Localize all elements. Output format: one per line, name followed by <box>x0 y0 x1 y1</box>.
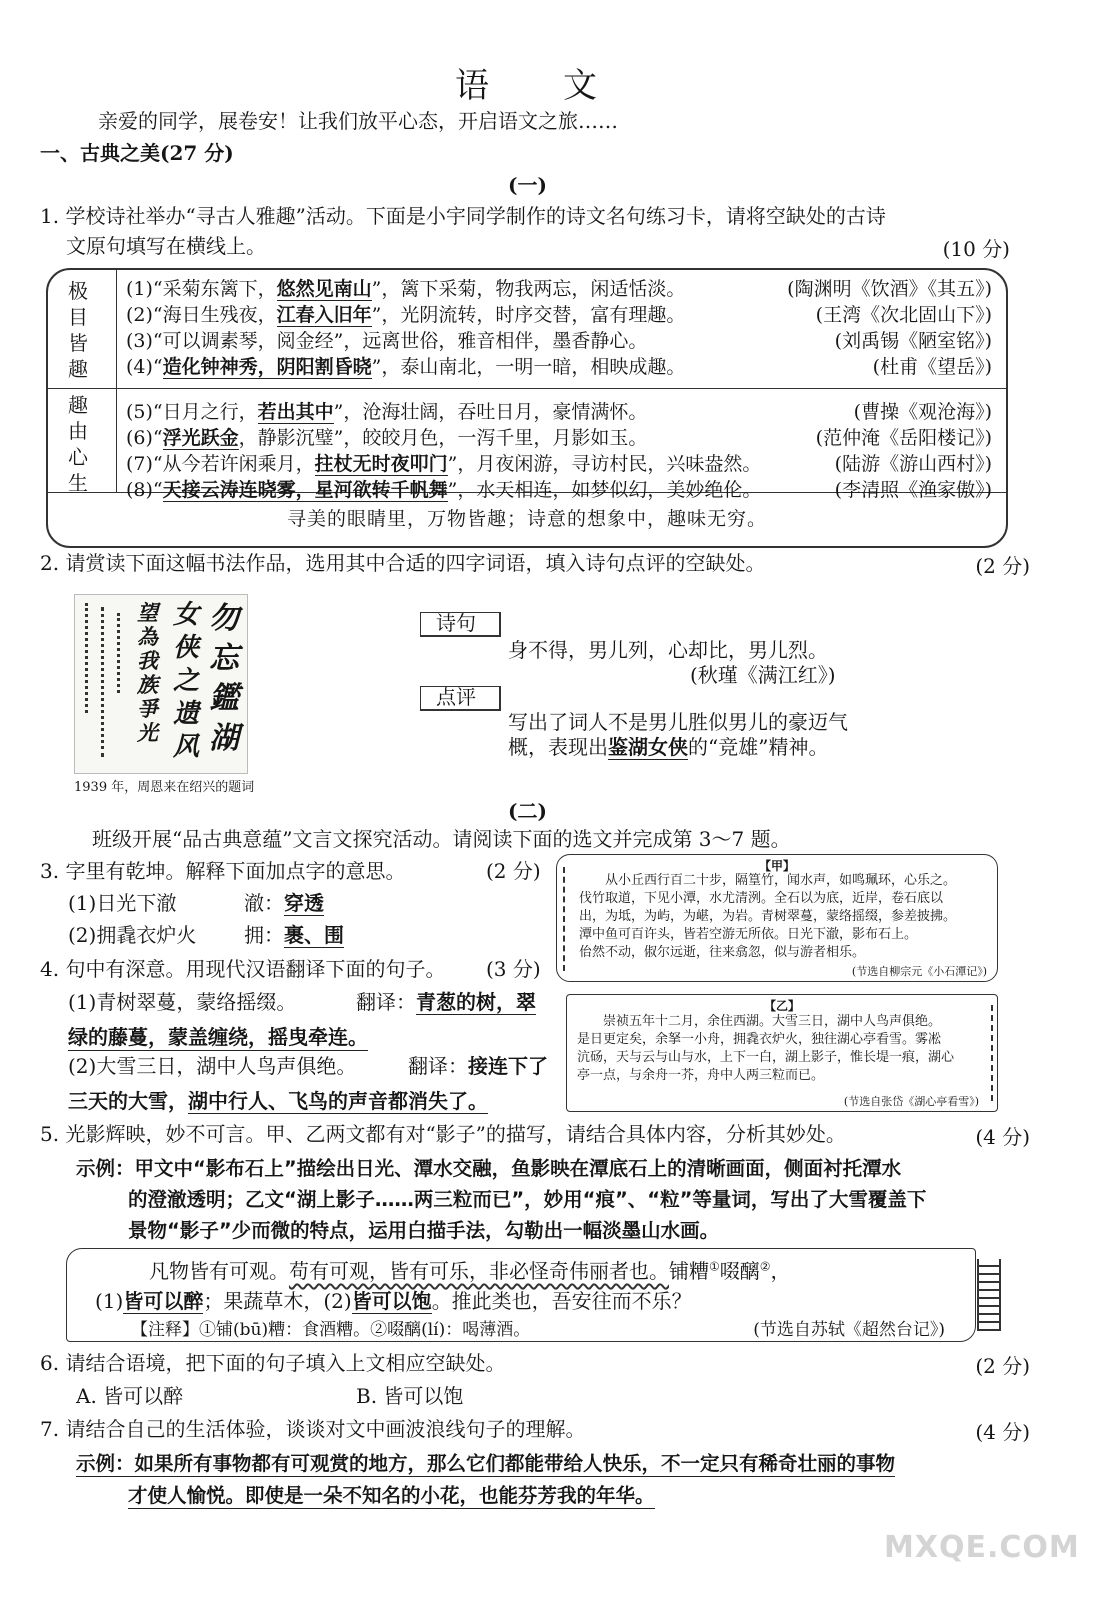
q4-s2-ans-a: 接连下了 <box>468 1054 548 1078</box>
comment-line1: 写出了词人不是男儿胜似男儿的豪迈气 <box>508 710 848 734</box>
card-row-answer: 拄杖无时夜叩门 <box>314 453 448 475</box>
q1-score: (10 分) <box>942 237 1010 261</box>
classical-line: 从小丘西行百二十步，隔篁竹，闻水声，如鸣珮环，心乐之。 <box>605 873 957 888</box>
card-row-answer: 天接云涛连晓雾，星河欲转千帆舞 <box>162 479 448 501</box>
intro-text: 亲爱的同学，展卷安！让我们放平心态，开启语文之旅…… <box>98 109 618 133</box>
bing-line1-post: 铺糟 <box>669 1259 709 1283</box>
bing-line2-b: ；果蔬草木，(2) <box>203 1289 352 1313</box>
q6-option-b: B. 皆可以饱 <box>356 1384 464 1408</box>
classical-line: 沆砀，天与云与山与水，上下一白，湖上影子，惟长堤一痕，湖心 <box>577 1050 955 1065</box>
card-row-pre: (1)“采菊东篱下， <box>126 278 277 300</box>
jia-lines <box>579 872 991 962</box>
part2-intro: 班级开展“品古典意蕴”文言文探究活动。请阅读下面的选文并完成第 3～7 题。 <box>92 827 791 851</box>
q4-s2-label: 翻译： <box>408 1054 468 1078</box>
q3-item-1-phrase: (1)日光下澈 <box>68 891 177 915</box>
card-row-post: ”，沧海壮阔，吞吐日月，豪情满怀。 <box>333 401 648 423</box>
q4-s1 <box>68 989 296 1015</box>
bing-ans-1: 皆可以醉 <box>123 1289 204 1313</box>
classical-line: 伐竹取道，下见小潭，水尤清洌。全石以为底，近岸，卷石底以 <box>579 891 944 906</box>
bing-ans-2: 皆可以饱 <box>351 1289 432 1313</box>
bing-line1-pre: 凡物皆有可观。 <box>149 1259 289 1283</box>
q4-s1-sentence: (1)青树翠蔓，蒙络摇缀。 <box>68 990 297 1014</box>
card-row <box>126 302 685 328</box>
yi-label: 【乙】 <box>763 999 800 1013</box>
calligraphy-col-3: 望為我族爭光 <box>137 600 158 745</box>
q3-score: (2 分) <box>486 859 541 883</box>
comment-post: 的“竞雄”精神。 <box>688 735 829 759</box>
q5-text: 5. 光影辉映，妙不可言。甲、乙两文都有对“影子”的描写，请结合具体内容，分析其妙处。 <box>40 1122 846 1146</box>
poem-label: 诗句 <box>436 611 476 635</box>
calligraphy-col-2: 女侠之遗风 <box>173 600 200 762</box>
q7-answer-1: 示例：如果所有事物都有可观赏的地方，那么它们都能带给人快乐，不一定只有稀奇壮丽的事物 <box>76 1448 895 1477</box>
q2-score: (2 分) <box>975 554 1030 578</box>
card-row <box>126 328 647 354</box>
q5-score: (4 分) <box>975 1125 1030 1149</box>
q2-text: 2. 请赏读下面这幅书法作品，选用其中合适的四字词语，填入诗句点评的空缺处。 <box>40 551 766 575</box>
q6-text: 6. 请结合语境，把下面的句子填入上文相应空缺处。 <box>40 1351 506 1375</box>
card-row <box>126 477 761 503</box>
bing-line2 <box>95 1285 692 1314</box>
q3-item-2-ans: 裹、围 <box>284 923 344 947</box>
card-row-source: (王湾《次北固山下》) <box>815 304 992 326</box>
comment-line2 <box>508 734 828 760</box>
bing-wavy-sentence: 苟有可观，皆有可乐，非必怪奇伟丽者也。 <box>289 1259 669 1283</box>
q7-text: 7. 请结合自己的生活体验，谈谈对文中画波浪线句子的理解。 <box>40 1417 586 1441</box>
card-row <box>126 451 761 477</box>
card-row-source: (李清照《渔家傲》) <box>834 479 992 501</box>
q7-score: (4 分) <box>975 1420 1030 1444</box>
comment-answer: 鉴湖女侠 <box>608 735 688 759</box>
card-row-post: ”，泰山南北，一明一暗，相映成趣。 <box>371 356 686 378</box>
bing-line1-tail: 啜醨 <box>719 1259 760 1283</box>
q4-s2-sentence: (2)大雪三日，湖中人鸟声俱绝。 <box>68 1054 357 1078</box>
jia-spiral <box>563 867 575 971</box>
card-row-post: ”，月夜闲游，寻访村民，兴味盎然。 <box>447 453 762 475</box>
card-row-post: ”，水天相连，如梦似幻，美妙绝伦。 <box>447 479 762 501</box>
jia-label: 【甲】 <box>758 859 795 873</box>
q4-s2-line2 <box>68 1085 488 1114</box>
jia-source: (节选自柳宗元《小石潭记》) <box>851 965 987 978</box>
section-heading: 一、古典之美(27 分) <box>40 141 234 165</box>
q3-text: 3. 字里有乾坤。解释下面加点字的意思。 <box>40 859 406 883</box>
text-bing-box <box>66 1248 976 1342</box>
q4-s2 <box>68 1053 356 1079</box>
q3-item-2-phrase: (2)拥毳衣炉火 <box>68 923 197 947</box>
card-row-post: ，静影沉璧”，皎皎月色，一泻千里，月影如玉。 <box>238 427 648 449</box>
card-row-post: ”，光阴流转，时序交替，富有理趣。 <box>371 304 686 326</box>
classical-line: 崇祯五年十二月，余住西湖。大雪三日，湖中人鸟声俱绝。 <box>603 1014 942 1029</box>
card-row-answer: 江春入旧年 <box>276 304 372 326</box>
q7-answer-2: 才使人愉悦。即使是一朵不知名的小花，也能芬芳我的年华。 <box>128 1480 655 1509</box>
q3-item-2 <box>68 922 196 948</box>
q1-text-line1: 1. 学校诗社举办“寻古人雅趣”活动。下面是小宇同学制作的诗文名句练习卡，请将空缺处的古诗 <box>40 204 886 228</box>
card-row-source: (杜甫《望岳》) <box>872 356 992 378</box>
q3-item-1-word: 澈： <box>244 891 284 915</box>
q4-s1-label: 翻译： <box>356 990 416 1014</box>
card-row-answer: 浮光跃金 <box>162 427 239 449</box>
classical-line: 出，为坻，为屿，为嵁，为岩。青树翠蔓，蒙络摇缀，参差披拂。 <box>579 909 957 924</box>
classical-line: 亭一点，与余舟一芥，舟中人两三粒而已。 <box>577 1068 825 1083</box>
card-row-answer: 造化钟神秀，阴阳割昏晓 <box>162 356 372 378</box>
card-row-pre: (5)“日月之行， <box>126 401 258 423</box>
calligraphy-small-cols <box>81 603 127 763</box>
bing-sup1: ① <box>709 1259 720 1274</box>
bing-line2-a: (1) <box>95 1289 124 1313</box>
card-row-pre: (6)“ <box>126 427 163 449</box>
watermark-logo: MXQE.COM <box>884 1530 1080 1565</box>
q6-score: (2 分) <box>975 1354 1030 1378</box>
part1-label: (一) <box>508 173 547 197</box>
bing-note: 【注释】①铺(bū)糟：食酒糟。②啜醨(lí)：喝薄酒。 <box>131 1320 531 1340</box>
q1-text-line2: 文原句填写在横线上。 <box>66 234 266 258</box>
card-row <box>126 399 647 425</box>
card-row <box>126 276 685 302</box>
q6-option-a: A. 皆可以醉 <box>76 1384 184 1408</box>
bing-line1-end: ， <box>770 1259 791 1283</box>
q5-answer-1: 示例：甲文中“影布石上”描绘出日光、潭水交融，鱼影映在潭底石上的清晰画面，侧面衬托潭水 <box>76 1157 902 1180</box>
calligraphy-image <box>74 594 248 774</box>
q4-s1-trans <box>356 989 536 1015</box>
bing-spiral <box>977 1259 1001 1331</box>
card-row <box>126 354 685 380</box>
classical-line: 佁然不动，俶尔远逝，往来翕忽，似与游者相乐。 <box>579 945 866 960</box>
card-footer: 寻美的眼睛里，万物皆趣；诗意的想象中，趣味无穷。 <box>286 508 767 530</box>
calligraphy-caption: 1939 年，周恩来在绍兴的题词 <box>74 780 255 795</box>
card-row-pre: (7)“从今若许闲乘月， <box>126 453 315 475</box>
yi-spiral <box>981 1005 993 1101</box>
card-row-pre: (3)“可以调素琴，阅金经”，远离世俗，雅音相伴，墨香静心。 <box>126 330 648 352</box>
bing-sup2: ② <box>759 1259 771 1274</box>
part2-label: (二) <box>508 799 547 823</box>
q4-s2-ans-b-pre: 三天的大雪， <box>68 1089 188 1113</box>
poem-source: (秋瑾《满江红》) <box>690 663 836 687</box>
comment-pre: 概，表现出 <box>508 735 608 759</box>
q4-text: 4. 句中有深意。用现代汉语翻译下面的句子。 <box>40 957 446 981</box>
q4-s1-ans-b: 绿的藤蔓，蒙盖缠绕，摇曳牵连。 <box>68 1021 368 1051</box>
q3-item-2-word: 拥： <box>244 923 284 947</box>
text-yi-box <box>566 994 998 1112</box>
q4-s2-ans-b: 湖中行人、飞鸟的声音都消失了。 <box>188 1089 488 1113</box>
q4-s2-trans <box>408 1053 548 1079</box>
q4-s1-ans-a: 青葱的树，翠 <box>416 990 536 1014</box>
card-row-pre: (2)“海日生残夜， <box>126 304 277 326</box>
text-jia-box <box>556 854 998 982</box>
card-row-source: (陶渊明《饮酒》《其五》) <box>787 278 992 300</box>
yi-source: (节选自张岱《湖心亭看雪》) <box>843 1095 979 1108</box>
poem-line: 身不得，男儿列，心却比，男儿烈。 <box>508 638 828 662</box>
yi-lines <box>577 1013 981 1085</box>
card-row <box>126 425 647 451</box>
page-title: 语 文 <box>455 66 599 106</box>
group1-label: 极目皆趣 <box>68 279 88 381</box>
card-row-post: ”，篱下采菊，物我两忘，闲适恬淡。 <box>371 278 686 300</box>
comment-label: 点评 <box>436 685 476 709</box>
bing-source: (节选自苏轼《超然台记》) <box>753 1320 945 1340</box>
q5-answer-2: 的澄澈透明；乙文“湖上影子……两三粒而已”，妙用“痕”、“粒”等量词，写出了大雪覆盖下 <box>128 1188 927 1211</box>
card-row-answer: 悠然见南山 <box>276 278 372 300</box>
bing-line2-c: 。推此类也，吾安往而不乐？ <box>431 1289 692 1313</box>
classical-line: 是日更定矣，余拏一小舟，拥毳衣炉火，独往湖心亭看雪。雾凇 <box>577 1032 942 1047</box>
card-row-answer: 若出其中 <box>257 401 334 423</box>
q3-item-1 <box>68 890 176 916</box>
card-row-source: (刘禹锡《陋室铭》) <box>834 330 992 352</box>
card-row-source: (曹操《观沧海》) <box>853 401 992 423</box>
classical-line: 潭中鱼可百许头，皆若空游无所依。日光下澈，影布石上。 <box>579 927 918 942</box>
group2-label: 趣由心生 <box>68 393 88 495</box>
card-row-source: (范仲淹《岳阳楼记》) <box>815 427 992 449</box>
card-row-source: (陆游《游山西村》) <box>834 453 992 475</box>
q5-answer-3: 景物“影子”少而微的特点，运用白描手法，勾勒出一幅淡墨山水画。 <box>128 1219 720 1242</box>
q3-item-1-ans: 穿透 <box>284 891 324 915</box>
calligraphy-col-1: 勿忘鑑湖 <box>209 601 239 756</box>
q4-score: (3 分) <box>486 957 541 981</box>
q3-item-1-answer <box>244 890 324 916</box>
q3-item-2-answer <box>244 922 344 948</box>
bing-line1 <box>149 1255 791 1284</box>
card-row-pre: (8)“ <box>126 479 163 501</box>
card-row-pre: (4)“ <box>126 356 163 378</box>
